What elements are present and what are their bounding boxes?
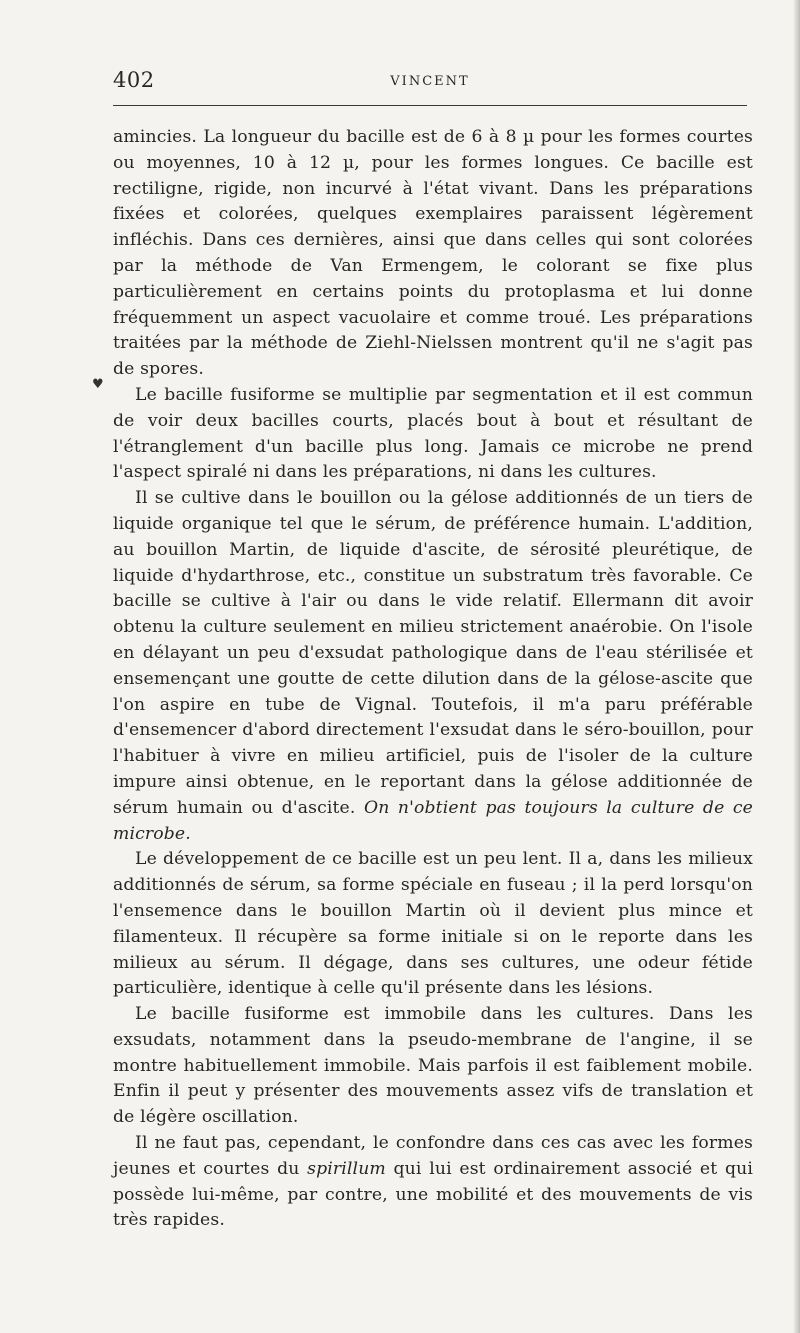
paragraph-3 [113,486,753,847]
paragraph-6-after: qui lui est ordinairement associé et qui possède lui-même, par contre, une mobilité et des mouvements de vis très rapides. [113,1158,753,1231]
paragraph-4: Le développement de ce bacille est un peu lent. Il a, dans les milieux additionnés de sérum, sa forme spéciale en fuseau ; il la perd lorsqu'on l'ensemence dans le bouillon Martin où il devient plus mince et filamenteux. Il récupère sa forme initiale si on le reporte dans les milieux au sérum. Il dégage, dans ses cultures, une odeur fétide particulière, identique à celle qu'il présente dans les lésions. [113,849,753,999]
page-number: 402 [113,68,155,92]
running-head: VINCENT [390,74,470,89]
page-edge-shadow [793,0,800,1333]
paragraph-6 [113,1131,753,1234]
header-rule [113,105,747,106]
paragraph-3-text: Il se cultive dans le bouillon ou la gélose additionnés de un tiers de liquide organique tel que le sérum, de préférence humain. L'addition, au bouillon Martin, de liquide d'ascite, de sérosité pleurétique, de liquide d'hydarthrose, etc., constitue un substratum très favorable. Ce bacille se cultive à l'air ou dans le vide relatif. Ellermann dit avoir obtenu la culture seulement en milieu strictement anaérobie. On l'isole en délayant un peu d'exsudat pathologique dans de l'eau stérilisée et ensemençant une goutte de cette dilution dans de la gélose-ascite que l'on aspire en tube de Vignal. Toutefois, il m'a paru préférable d'ensemencer d'abord directement l'exsudat dans le séro-bouillon, pour l'habituer à vivre en milieu artificiel, puis de l'isoler de la culture impure ainsi obtenue, en le reportant dans la gélose additionnée de sérum humain ou d'ascite. [113,488,753,818]
body-text [113,125,753,1234]
paragraph-3-italic: On n'obtient pas toujours la culture de ce microbe. [113,797,753,844]
paragraph-6-before: Il ne faut pas, cependant, le confondre dans ces cas avec les formes jeunes et courtes du [113,1133,753,1179]
paragraph-1: amincies. La longueur du bacille est de 6 à 8 µ pour les formes courtes ou moyennes, 10 à 12 µ, pour les formes longues. Ce bacille est rectiligne, rigide, non incurvé à l'état vivant. Dans les préparations fixées et colorées, quelques exemplaires paraissent légèrement infléchis. Dans ces dernières, ainsi que dans celles qui sont colorées par la méthode de Van Ermengem, le colorant se fixe plus particulièrement en certains points du protoplasma et lui donne fréquemment un aspect vacuolaire et comme troué. Les préparations traitées par la méthode de Ziehl-Nielssen montrent qu'il ne s'agit pas de spores. [113,127,753,380]
paragraph-6-italic: spirillum [307,1158,386,1179]
paragraph-5: Le bacille fusiforme est immobile dans les cultures. Dans les exsudats, notamment dans la pseudo-membrane de l'angine, il se montre habituellement immobile. Mais parfois il est faiblement mobile. Enfin il peut y présenter des mouvements assez vifs de translation et de légère oscillation. [113,1004,753,1128]
page-header [113,68,747,98]
paragraph-2: Le bacille fusiforme se multiplie par segmentation et il est commun de voir deux bacilles courts, placés bout à bout et résultant de l'étranglement d'un bacille plus long. Jamais ce microbe ne prend l'aspect spiralé ni dans les préparations, ni dans les cultures. [113,384,753,483]
margin-mark-icon: ♥ [92,377,104,392]
